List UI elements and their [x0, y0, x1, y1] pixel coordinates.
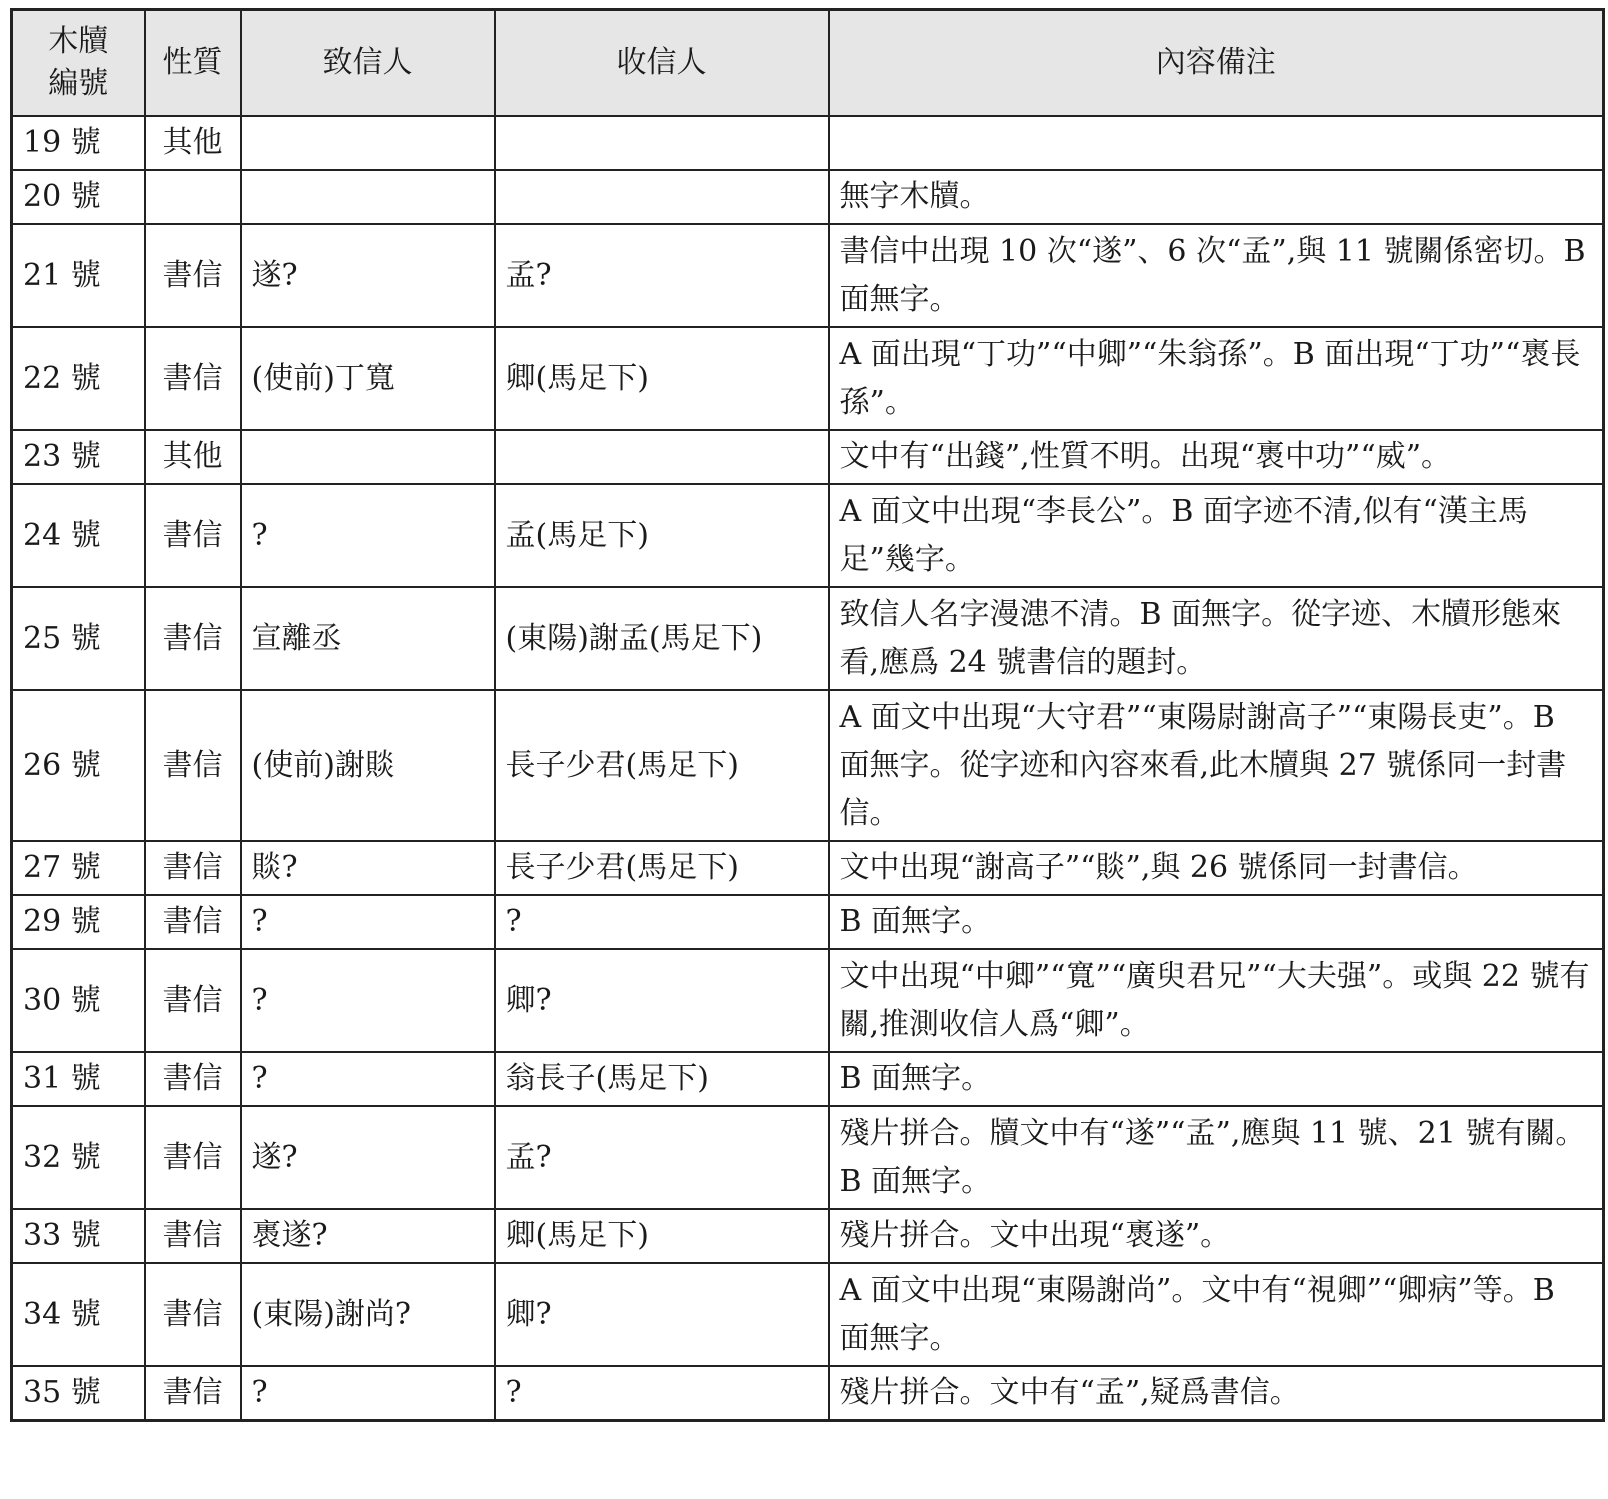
notes: 書信中出現 10 次“遂”、6 次“孟”,與 11 號關係密切。B 面無字。 — [829, 224, 1604, 327]
receiver — [495, 116, 829, 170]
table-row — [12, 116, 1604, 170]
receiver: 卿? — [495, 949, 829, 1052]
receiver: 翁長子(馬足下) — [495, 1052, 829, 1106]
notes: 無字木牘。 — [829, 170, 1604, 224]
sender — [241, 170, 495, 224]
table-body — [12, 116, 1604, 1421]
header-sender: 致信人 — [241, 10, 495, 117]
sender: 遂? — [241, 224, 495, 327]
table-row — [12, 1209, 1604, 1263]
slip-nature: 書信 — [145, 327, 241, 430]
header-receiver: 收信人 — [495, 10, 829, 117]
sender: 賧? — [241, 841, 495, 895]
slip-number: 26 號 — [12, 690, 145, 841]
sender — [241, 116, 495, 170]
slip-nature: 書信 — [145, 1106, 241, 1209]
notes: 殘片拼合。文中出現“褭遂”。 — [829, 1209, 1604, 1263]
sender: ? — [241, 484, 495, 587]
slip-nature — [145, 170, 241, 224]
header-slip-number: 木牘編號 — [12, 10, 145, 117]
notes: A 面文中出現“東陽謝尚”。文中有“視卿”“卿病”等。B 面無字。 — [829, 1263, 1604, 1366]
sender: ? — [241, 1052, 495, 1106]
slip-nature: 書信 — [145, 895, 241, 949]
notes: 文中出現“謝高子”“賧”,與 26 號係同一封書信。 — [829, 841, 1604, 895]
notes: 文中有“出錢”,性質不明。出現“褭中功”“威”。 — [829, 430, 1604, 484]
table-row — [12, 224, 1604, 327]
notes: B 面無字。 — [829, 1052, 1604, 1106]
slip-number: 20 號 — [12, 170, 145, 224]
sender: 宣離丞 — [241, 587, 495, 690]
sender: 遂? — [241, 1106, 495, 1209]
receiver — [495, 170, 829, 224]
receiver: ? — [495, 1366, 829, 1421]
slip-nature: 書信 — [145, 1052, 241, 1106]
table-row — [12, 949, 1604, 1052]
slip-number: 31 號 — [12, 1052, 145, 1106]
notes: 文中出現“中卿”“寬”“廣臾君兄”“大夫强”。或與 22 號有關,推測收信人爲“卿”。 — [829, 949, 1604, 1052]
slip-nature: 其他 — [145, 430, 241, 484]
notes: 殘片拼合。文中有“孟”,疑爲書信。 — [829, 1366, 1604, 1421]
notes: A 面文中出現“李長公”。B 面字迹不清,似有“漢主馬足”幾字。 — [829, 484, 1604, 587]
slip-number: 19 號 — [12, 116, 145, 170]
table-row — [12, 430, 1604, 484]
sender: 褭遂? — [241, 1209, 495, 1263]
table-row — [12, 1106, 1604, 1209]
notes — [829, 116, 1604, 170]
table-row — [12, 841, 1604, 895]
receiver: 卿(馬足下) — [495, 327, 829, 430]
slip-nature: 書信 — [145, 1263, 241, 1366]
wooden-slip-table — [10, 8, 1605, 1422]
receiver — [495, 430, 829, 484]
header-nature: 性質 — [145, 10, 241, 117]
slip-nature: 書信 — [145, 1366, 241, 1421]
slip-number: 29 號 — [12, 895, 145, 949]
sender: (使前)丁寬 — [241, 327, 495, 430]
slip-nature: 書信 — [145, 484, 241, 587]
table-row — [12, 1263, 1604, 1366]
slip-nature: 書信 — [145, 949, 241, 1052]
notes: B 面無字。 — [829, 895, 1604, 949]
slip-number: 24 號 — [12, 484, 145, 587]
slip-nature: 書信 — [145, 587, 241, 690]
notes: A 面文中出現“大守君”“東陽尉謝高子”“東陽長吏”。B 面無字。從字迹和內容來看,此木牘與 27 號係同一封書信。 — [829, 690, 1604, 841]
sender: ? — [241, 1366, 495, 1421]
notes: A 面出現“丁功”“中卿”“朱翁孫”。B 面出現“丁功”“褭長孫”。 — [829, 327, 1604, 430]
table-row — [12, 1052, 1604, 1106]
slip-number: 33 號 — [12, 1209, 145, 1263]
table-row — [12, 587, 1604, 690]
table-row — [12, 484, 1604, 587]
receiver: 長子少君(馬足下) — [495, 841, 829, 895]
sender — [241, 430, 495, 484]
slip-nature: 書信 — [145, 841, 241, 895]
sender: (使前)謝賧 — [241, 690, 495, 841]
table-row — [12, 1366, 1604, 1421]
document — [10, 8, 1602, 1422]
slip-number: 30 號 — [12, 949, 145, 1052]
receiver: 卿(馬足下) — [495, 1209, 829, 1263]
sender: (東陽)謝尚? — [241, 1263, 495, 1366]
notes: 致信人名字漫漶不清。B 面無字。從字迹、木牘形態來看,應爲 24 號書信的題封。 — [829, 587, 1604, 690]
table-header — [12, 10, 1604, 117]
sender: ? — [241, 949, 495, 1052]
header-notes: 內容備注 — [829, 10, 1604, 117]
receiver: 孟? — [495, 224, 829, 327]
slip-nature: 書信 — [145, 224, 241, 327]
sender: ? — [241, 895, 495, 949]
receiver: 孟(馬足下) — [495, 484, 829, 587]
table-row — [12, 895, 1604, 949]
table-row — [12, 690, 1604, 841]
slip-number: 32 號 — [12, 1106, 145, 1209]
slip-number: 21 號 — [12, 224, 145, 327]
table-row — [12, 327, 1604, 430]
receiver: 卿? — [495, 1263, 829, 1366]
slip-number: 22 號 — [12, 327, 145, 430]
receiver: (東陽)謝孟(馬足下) — [495, 587, 829, 690]
slip-nature: 其他 — [145, 116, 241, 170]
receiver: 長子少君(馬足下) — [495, 690, 829, 841]
slip-nature: 書信 — [145, 1209, 241, 1263]
receiver: 孟? — [495, 1106, 829, 1209]
table-row — [12, 170, 1604, 224]
notes: 殘片拼合。牘文中有“遂”“孟”,應與 11 號、21 號有關。B 面無字。 — [829, 1106, 1604, 1209]
slip-nature: 書信 — [145, 690, 241, 841]
slip-number: 35 號 — [12, 1366, 145, 1421]
slip-number: 23 號 — [12, 430, 145, 484]
receiver: ? — [495, 895, 829, 949]
slip-number: 25 號 — [12, 587, 145, 690]
slip-number: 34 號 — [12, 1263, 145, 1366]
slip-number: 27 號 — [12, 841, 145, 895]
